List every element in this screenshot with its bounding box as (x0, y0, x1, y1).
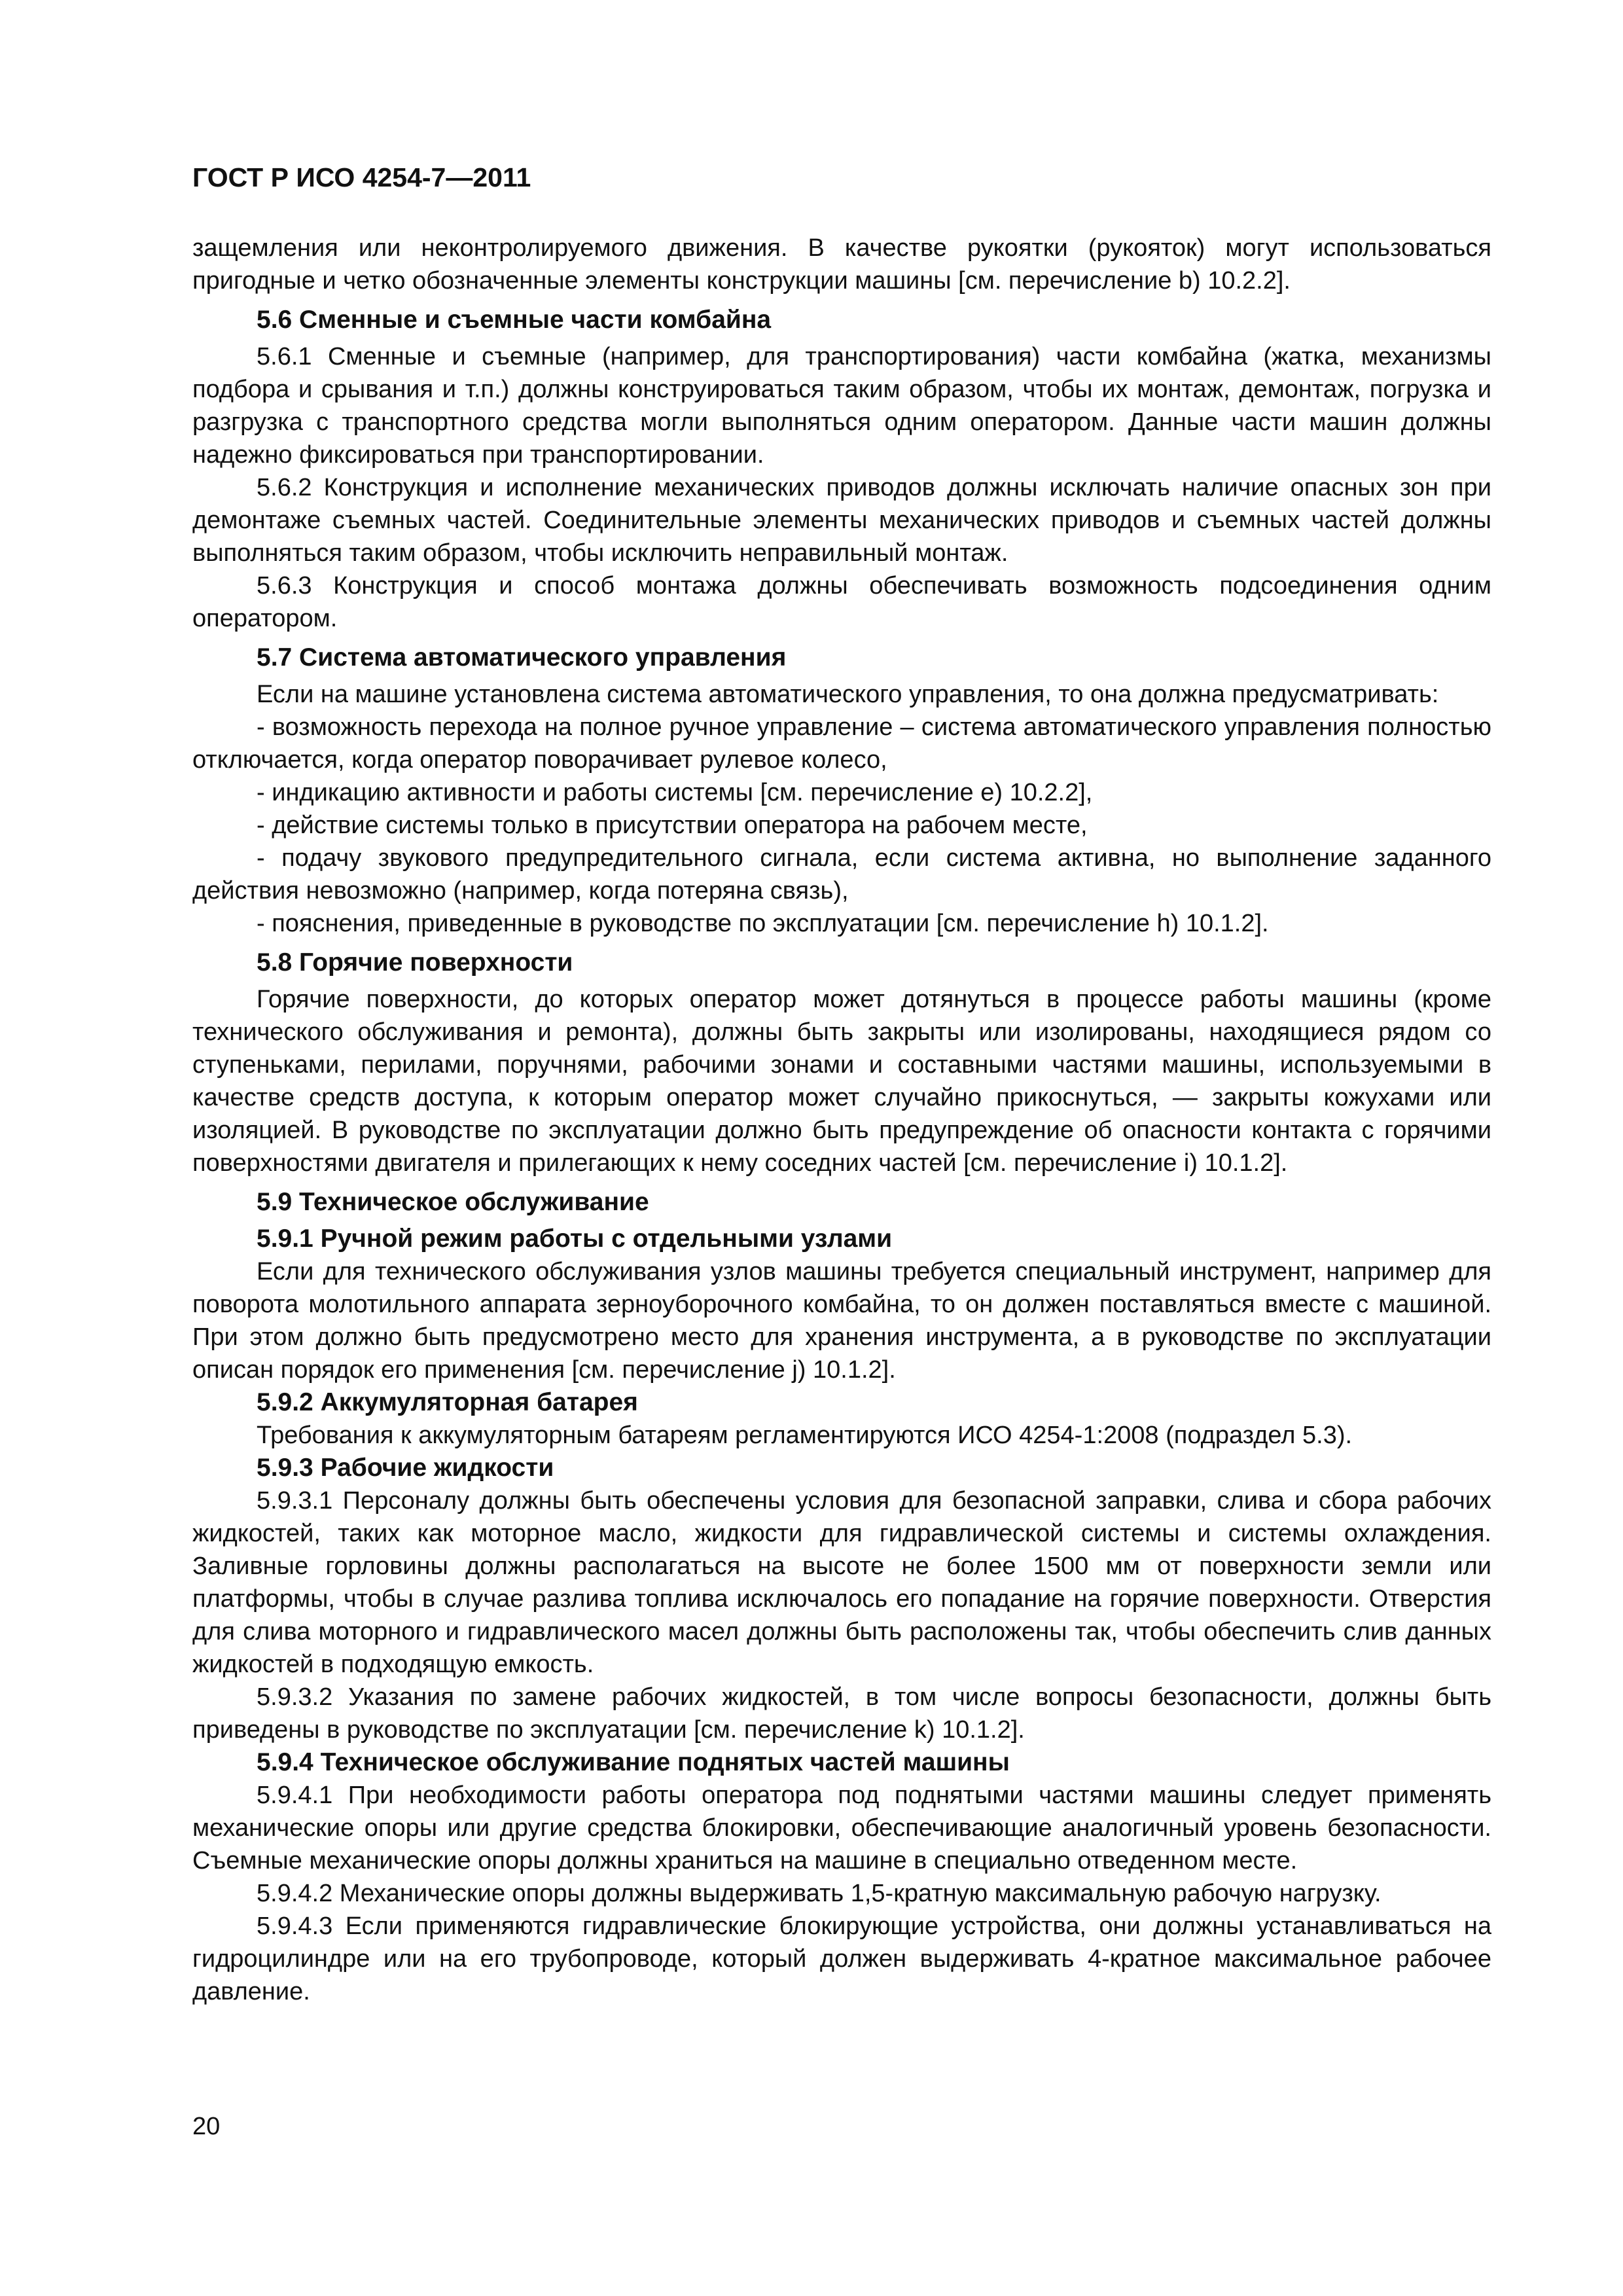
paragraph-5-9-3-1: 5.9.3.1 Персоналу должны быть обеспечены условия для безопасной заправки, слива и сбора рабочих жидкостей, таких как моторное масло, жидкости для гидравлической системы и системы охлаждения. Заливные горловины должны располагаться на высоте не более 1500 мм от поверхности земли или платформы, чтобы в случае разлива топлива исключалось его попадание на горячие поверхности. Отверстия для слива моторного и гидравлического масел должны быть расположены так, чтобы обеспечить слив данных жидкостей в подходящую емкость. (192, 1487, 1491, 1678)
document-page (192, 151, 1491, 2008)
page-number: 20 (192, 2113, 221, 2140)
section-5-9-3-title: 5.9.3 Рабочие жидкости (257, 1454, 554, 1482)
list-item: - действие системы только в присутствии оператора на рабочем месте, (257, 812, 1088, 839)
paragraph-5-9-4-2: 5.9.4.2 Механические опоры должны выдерживать 1,5-кратную максимальную рабочую нагрузку. (257, 1880, 1382, 1907)
list-item: - возможность перехода на полное ручное управление – система автоматического управления полностью отключается, когда оператор поворачивает рулевое колесо, (192, 713, 1491, 774)
paragraph-5-9-3-2: 5.9.3.2 Указания по замене рабочих жидкостей, в том числе вопросы безопасности, должны быть приведены в руководстве по эксплуатации [см. перечисление k) 10.1.2]. (192, 1683, 1491, 1744)
section-5-7-title: 5.7 Система автоматического управления (257, 643, 787, 672)
paragraph-5-7-intro: Если на машине установлена система автоматического управления, то она должна предусматривать: (257, 681, 1439, 708)
document-header: ГОСТ Р ИСО 4254-7—2011 (192, 162, 531, 192)
section-5-8-title: 5.8 Горячие поверхности (257, 948, 573, 977)
section-5-9-4-title: 5.9.4 Техническое обслуживание поднятых частей машины (257, 1748, 1010, 1776)
list-item: - индикацию активности и работы системы [см. перечисление е) 10.2.2], (257, 779, 1093, 806)
paragraph-5-6-3: 5.6.3 Конструкция и способ монтажа должны обеспечивать возможность подсоединения одним оператором. (192, 572, 1491, 632)
section-5-9-1-title: 5.9.1 Ручной режим работы с отдельными узлами (257, 1225, 893, 1253)
intro-paragraph: защемления или неконтролируемого движения. В качестве рукоятки (рукояток) могут использоваться пригодные и четко обозначенные элементы конструкции машины [см. перечисление b) 10.2.2]. (192, 234, 1491, 295)
section-5-9-2-title: 5.9.2 Аккумуляторная батарея (257, 1388, 638, 1416)
paragraph-5-9-4-3: 5.9.4.3 Если применяются гидравлические блокирующие устройства, они должны устанавливаться на гидроцилиндре или на его трубопроводе, который должен выдерживать 4-кратное максимальное рабочее давление. (192, 1912, 1491, 2005)
list-item: - подачу звукового предупредительного сигнала, если система активна, но выполнение заданного действия невозможно (например, когда потеряна связь), (192, 844, 1491, 905)
paragraph-5-9-1: Если для технического обслуживания узлов машины требуется специальный инструмент, например для поворота молотильного аппарата зерноуборочного комбайна, то он должен поставляться вместе с машиной. При этом должно быть предусмотрено место для хранения инструмента, а в руководстве по эксплуатации описан порядок его применения [см. перечисление j) 10.1.2]. (192, 1258, 1491, 1384)
paragraph-5-9-2: Требования к аккумуляторным батареям регламентируются ИСО 4254-1:2008 (подраздел 5.3). (257, 1422, 1353, 1449)
paragraph-5-8: Горячие поверхности, до которых оператор может дотянуться в процессе работы машины (кроме технического обслуживания и ремонта), должны быть закрыты или изолированы, находящиеся рядом со ступеньками, перилами, поручнями, рабочими зонами и составными частями машины, используемыми в качестве средств доступа, к которым оператор может случайно прикоснуться, — закрыты кожухами или изоляцией. В руководстве по эксплуатации должно быть предупреждение об опасности контакта с горячими поверхностями двигателя и прилегающих к нему соседних частей [см. перечисление i) 10.1.2]. (192, 986, 1491, 1177)
section-5-9-title: 5.9 Техническое обслуживание (257, 1188, 649, 1216)
paragraph-5-6-2: 5.6.2 Конструкция и исполнение механических приводов должны исключать наличие опасных зон при демонтаже съемных частей. Соединительные элементы механических приводов и съемных частей должны выполняться таким образом, чтобы исключить неправильный монтаж. (192, 474, 1491, 567)
paragraph-5-6-1: 5.6.1 Сменные и съемные (например, для транспортирования) части комбайна (жатка, механизмы подбора и срывания и т.п.) должны конструироваться таким образом, чтобы их монтаж, демонтаж, погрузка и разгрузка с транспортного средства могли выполняться одним оператором. Данные части машин должны надежно фиксироваться при транспортировании. (192, 343, 1491, 469)
list-item: - пояснения, приведенные в руководстве по эксплуатации [см. перечисление h) 10.1.2]. (257, 910, 1269, 937)
section-5-6-title: 5.6 Сменные и съемные части комбайна (257, 306, 772, 334)
paragraph-5-9-4-1: 5.9.4.1 При необходимости работы оператора под поднятыми частями машины следует применять механические опоры или другие средства блокировки, обеспечивающие аналогичный уровень безопасности. Съемные механические опоры должны храниться на машине в специально отведенном месте. (192, 1782, 1491, 1874)
